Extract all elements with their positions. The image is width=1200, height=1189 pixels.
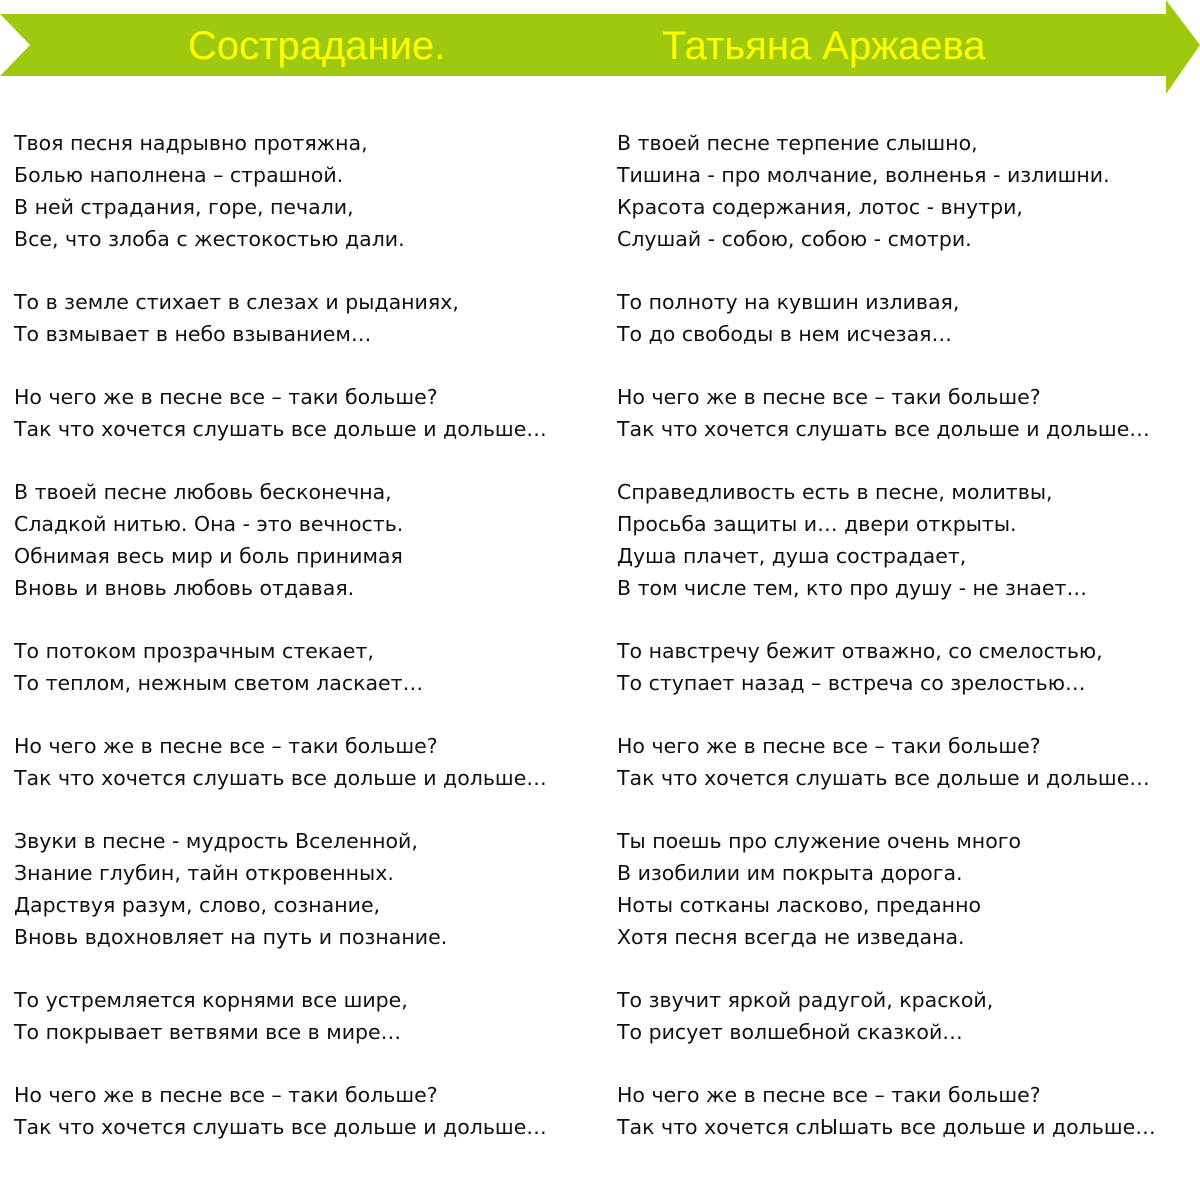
stanza [617,730,1200,794]
poem-line: Красота содержания, лотос - внутри, [617,195,1023,219]
poem-line: Болью наполнена – страшной. [14,163,344,187]
poem-line: Слушай - собою, собою - смотри. [617,227,972,251]
poem-line: То рисует волшебной сказкой… [617,1020,963,1044]
stanza [617,127,1200,255]
poem-line: Так что хочется слЫшать все дольше и дольше… [617,1115,1156,1139]
poem-line: Так что хочется слушать все дольше и дольше… [14,766,547,790]
poem-line: Но чего же в песне все – таки больше? [14,385,438,409]
poem-line: То до свободы в нем исчезая… [617,322,952,346]
poem-line: Тишина - про молчание, волненья - излишни. [617,163,1110,187]
stanza [617,825,1200,953]
poem-line: Все, что злоба с жестокостью дали. [14,227,405,251]
poem-line: То полноту на кувшин изливая, [617,290,960,314]
poem-author: Татьяна Аржаева [662,24,986,68]
stanza [617,381,1200,445]
poem-line: То навстречу бежит отважно, со смелостью, [617,639,1103,663]
poem-line: То покрывает ветвями все в мире… [14,1020,402,1044]
poem-line: То потоком прозрачным стекает, [14,639,374,663]
poem-line: То звучит яркой радугой, краской, [617,988,994,1012]
stanza [14,381,604,445]
poem-line: Так что хочется слушать все дольше и дольше… [14,417,547,441]
poem-line: В том числе тем, кто про душу - не знает… [617,576,1087,600]
poem-line: Так что хочется слушать все дольше и дольше… [617,766,1150,790]
poem-line: Дарствуя разум, слово, сознание, [14,893,381,917]
poem-line: Но чего же в песне все – таки больше? [617,385,1041,409]
poem-line: Так что хочется слушать все дольше и дольше… [14,1115,547,1139]
poem-line: То устремляется корнями все шире, [14,988,408,1012]
poem-line: Знание глубин, тайн откровенных. [14,861,394,885]
stanza [617,984,1200,1048]
poem-line: Ты поешь про служение очень много [617,829,1022,853]
poem-column-right [617,127,1200,1174]
stanza [617,286,1200,350]
poem-line: Просьба защиты и… двери открыты. [617,512,1017,536]
stanza [617,635,1200,699]
stanza [14,286,604,350]
banner-arrow-shape [0,0,1200,96]
poem-line: То теплом, нежным светом ласкает… [14,671,424,695]
poem-line: Так что хочется слушать все дольше и дольше… [617,417,1150,441]
poem-title: Сострадание. [188,24,446,68]
poem-line: Но чего же в песне все – таки больше? [14,734,438,758]
poem-line: В ней страдания, горе, печали, [14,195,354,219]
poem-line: То ступает назад – встреча со зрелостью… [617,671,1086,695]
stanza [14,825,604,953]
stanza [617,476,1200,604]
poem-line: В твоей песне любовь бесконечна, [14,480,392,504]
poem-line: Обнимая весь мир и боль принимая [14,544,403,568]
poem-line: Вновь вдохновляет на путь и познание. [14,925,448,949]
poem-line: То в земле стихает в слезах и рыданиях, [14,290,459,314]
stanza [14,730,604,794]
stanza [14,127,604,255]
stanza [14,984,604,1048]
poem-line: Твоя песня надрывно протяжна, [14,131,368,155]
poem-line: В твоей песне терпение слышно, [617,131,978,155]
poem-line: Ноты сотканы ласково, преданно [617,893,982,917]
poem-line: Но чего же в песне все – таки больше? [617,1083,1041,1107]
poem-line: Но чего же в песне все – таки больше? [14,1083,438,1107]
poem-line: Но чего же в песне все – таки больше? [617,734,1041,758]
poem-line: Справедливость есть в песне, молитвы, [617,480,1053,504]
stanza [14,476,604,604]
banner-arrow-body [0,0,1200,94]
poem-line: Сладкой нитью. Она - это вечность. [14,512,404,536]
stanza [14,635,604,699]
poem-line: Вновь и вновь любовь отдавая. [14,576,355,600]
stanza [617,1079,1200,1143]
poem-line: Звуки в песне - мудрость Вселенной, [14,829,418,853]
poem-line: Хотя песня всегда не изведана. [617,925,965,949]
poem-line: То взмывает в небо взыванием… [14,322,372,346]
poem-column-left [14,127,604,1174]
poem-line: В изобилии им покрыта дорога. [617,861,963,885]
title-banner [0,0,1200,96]
stanza [14,1079,604,1143]
poem-line: Душа плачет, душа сострадает, [617,544,967,568]
